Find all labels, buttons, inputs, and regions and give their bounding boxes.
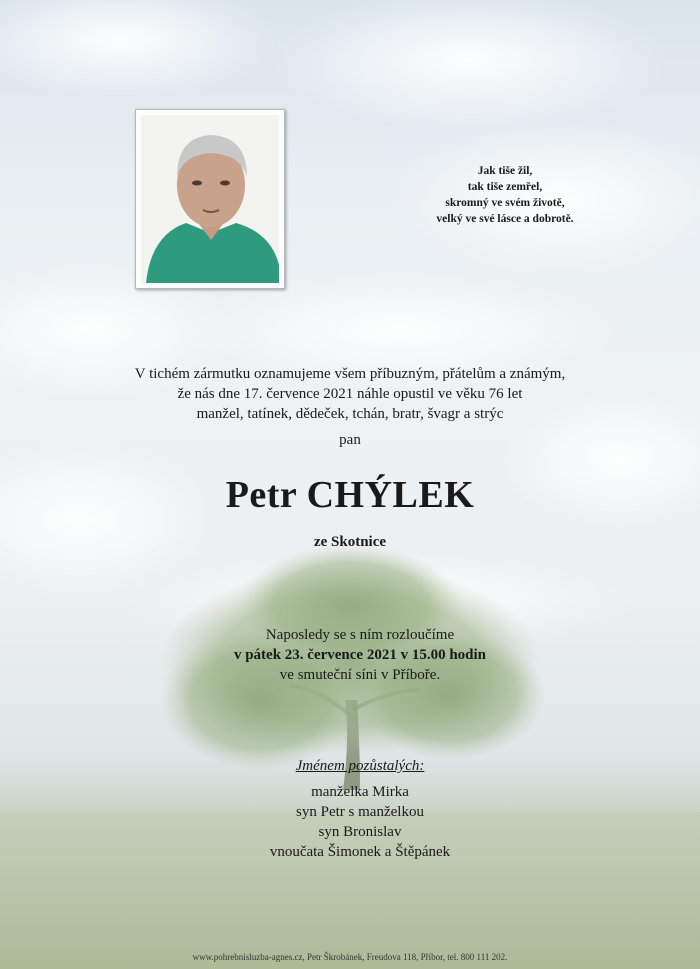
announcement-line: že nás dne 17. července 2021 náhle opustil ve věku 76 let <box>177 386 523 402</box>
motto-line: velký ve své lásce a dobrotě. <box>436 213 574 225</box>
deceased-origin: ze Skotnice <box>313 534 387 550</box>
mourners-heading: Jménem pozůstalých: <box>295 758 425 774</box>
farewell-place: ve smuteční síni v Příboře. <box>279 667 441 683</box>
motto-line: Jak tiše žil, <box>477 165 533 177</box>
mourner-name: manželka Mirka <box>311 784 409 800</box>
mourner-name: syn Bronislav <box>318 824 402 840</box>
motto-line: skromný ve svém životě, <box>445 197 565 209</box>
announcement-line: manžel, tatínek, dědeček, tchán, bratr, švagr a strýc <box>196 406 504 422</box>
mourner-name: syn Petr s manželkou <box>296 804 424 820</box>
farewell-line: Naposledy se s ním rozloučíme <box>265 627 455 643</box>
announcement-text <box>90 364 610 424</box>
funeral-details <box>150 625 570 685</box>
deceased-name: Petr CHÝLEK <box>225 474 475 516</box>
mourners-list <box>200 756 520 862</box>
honorific: pan <box>339 432 361 448</box>
memorial-motto <box>400 163 610 227</box>
portrait-frame <box>135 109 285 289</box>
motto-line: tak tiše zemřel, <box>467 181 543 193</box>
announcement-line: V tichém zármutku oznamujeme všem příbuzným, přátelům a známým, <box>134 366 566 382</box>
funeral-service-footer: www.pohrebnisluzba-agnes.cz, Petr Škrobánek, Freudova 118, Příbor, tel. 800 111 202. <box>192 952 508 962</box>
mourner-name: vnoučata Šimonek a Štěpánek <box>269 844 451 860</box>
farewell-date-time: v pátek 23. července 2021 v 15.00 hodin <box>233 647 487 663</box>
portrait-photo <box>141 115 279 283</box>
